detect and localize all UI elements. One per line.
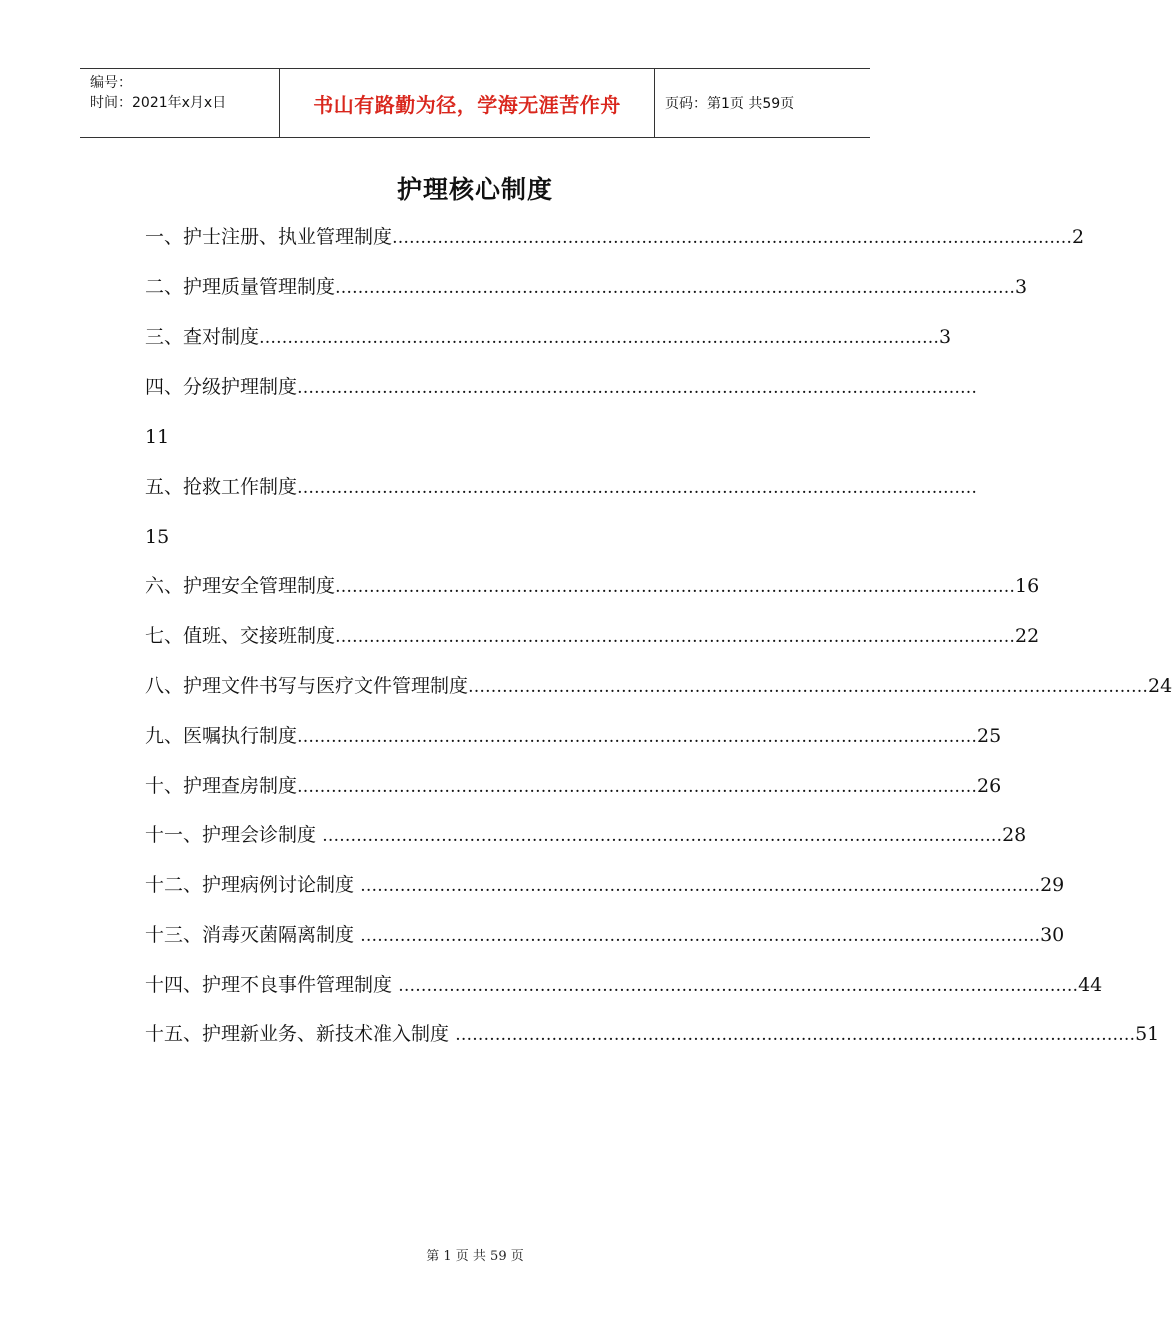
toc-title: 护理病例讨论制度 — [202, 874, 361, 896]
toc-entry-15[interactable] — [145, 1019, 1160, 1049]
toc-leader: ………………………………………………………………………………………………………… — [259, 328, 940, 348]
toc-title: 抢救工作制度 — [183, 476, 298, 498]
toc-title: 分级护理制度 — [183, 376, 298, 398]
toc-number: 一、 — [145, 226, 184, 248]
toc-leader: ………………………………………………………………………………………………………… — [297, 378, 978, 398]
toc-title: 消毒灭菌隔离制度 — [202, 924, 361, 946]
toc-leader: ………………………………………………………………………………………………………… — [455, 1025, 1136, 1045]
toc-page-number: 30 — [1040, 924, 1065, 946]
toc-entry-6[interactable] — [145, 571, 1040, 601]
toc-entry-7[interactable] — [145, 621, 1040, 651]
toc-page-number: 15 — [145, 526, 170, 548]
toc-leader: ………………………………………………………………………………………………………… — [360, 876, 1041, 896]
toc-page-number: 44 — [1078, 974, 1103, 996]
toc-leader: ………………………………………………………………………………………………………… — [297, 777, 978, 797]
toc-entry-9[interactable] — [145, 721, 1002, 751]
toc-leader: ………………………………………………………………………………………………………… — [392, 228, 1073, 248]
toc-number: 十二、 — [145, 874, 203, 896]
page-footer: 第 1 页 共 59 页 — [426, 1249, 524, 1264]
toc-number: 十四、 — [145, 974, 203, 996]
toc-title: 查对制度 — [183, 326, 260, 348]
toc-number: 十、 — [145, 775, 184, 797]
toc-entry-10[interactable] — [145, 771, 1002, 801]
toc-leader: ………………………………………………………………………………………………………… — [335, 278, 1016, 298]
toc-number: 十一、 — [145, 824, 203, 846]
page-title: 护理核心制度 — [396, 175, 553, 204]
toc-page-number: 26 — [977, 775, 1002, 797]
toc-entry-12[interactable] — [145, 870, 1065, 900]
toc-entry-11[interactable] — [145, 820, 1027, 850]
toc-page-number: 16 — [1015, 575, 1040, 597]
toc-number: 六、 — [145, 575, 184, 597]
toc-number: 五、 — [145, 476, 184, 498]
toc-page-number: 22 — [1015, 625, 1040, 647]
toc-title: 护理会诊制度 — [202, 824, 323, 846]
toc-entry-8[interactable] — [145, 671, 1172, 701]
toc-number: 二、 — [145, 276, 184, 298]
toc-title: 护理安全管理制度 — [183, 575, 336, 597]
toc-leader: ………………………………………………………………………………………………………… — [297, 727, 978, 747]
toc-entry-2[interactable] — [145, 272, 1028, 302]
toc-title: 护理文件书写与医疗文件管理制度 — [183, 675, 469, 697]
toc-leader: ………………………………………………………………………………………………………… — [335, 627, 1016, 647]
toc-page-number: 28 — [1002, 824, 1027, 846]
toc-leader: ………………………………………………………………………………………………………… — [468, 677, 1149, 697]
toc-title: 值班、交接班制度 — [183, 625, 336, 647]
toc-number: 七、 — [145, 625, 184, 647]
toc-page-number: 25 — [977, 725, 1002, 747]
toc-entry-13[interactable] — [145, 920, 1065, 950]
toc-leader: ………………………………………………………………………………………………………… — [360, 926, 1041, 946]
toc-title: 护士注册、执业管理制度 — [183, 226, 393, 248]
toc-number: 九、 — [145, 725, 184, 747]
toc-number: 四、 — [145, 376, 184, 398]
header-motto: 书山有路勤为径，学海无涯苦作舟 — [280, 69, 655, 137]
toc-number: 十三、 — [145, 924, 203, 946]
toc-number: 八、 — [145, 675, 184, 697]
toc-title: 医嘱执行制度 — [183, 725, 298, 747]
toc-title: 护理质量管理制度 — [183, 276, 336, 298]
toc-entry-3[interactable] — [145, 322, 952, 352]
toc-title: 护理不良事件管理制度 — [202, 974, 399, 996]
number-label: 编号： — [90, 75, 132, 91]
header-meta — [80, 69, 280, 137]
toc-page-number: 2 — [1072, 226, 1085, 248]
toc-number: 三、 — [145, 326, 184, 348]
time-label: 时间：2021年x月x日 — [90, 95, 227, 111]
header-page-info: 页码：第1页 共59页 — [665, 96, 795, 112]
toc-leader: ………………………………………………………………………………………………………… — [322, 826, 1003, 846]
toc-page-number: 29 — [1040, 874, 1065, 896]
toc-entry-4[interactable] — [145, 372, 978, 402]
toc-entry-1[interactable] — [145, 222, 1085, 252]
toc-page-number: 3 — [939, 326, 952, 348]
toc-leader: ………………………………………………………………………………………………………… — [335, 577, 1016, 597]
toc-page-number: 3 — [1015, 276, 1028, 298]
document-header — [80, 68, 870, 138]
toc-number: 十五、 — [145, 1023, 203, 1045]
toc-title: 护理查房制度 — [183, 775, 298, 797]
toc-entry-14[interactable] — [145, 970, 1103, 1000]
toc-leader: ………………………………………………………………………………………………………… — [398, 976, 1079, 996]
toc-entry-5[interactable] — [145, 472, 978, 502]
toc-title: 护理新业务、新技术准入制度 — [202, 1023, 456, 1045]
toc-page-number: 24 — [1148, 675, 1172, 697]
toc-page-number: 11 — [145, 426, 170, 448]
toc-page-number: 51 — [1135, 1023, 1160, 1045]
toc-leader: ………………………………………………………………………………………………………… — [297, 478, 978, 498]
